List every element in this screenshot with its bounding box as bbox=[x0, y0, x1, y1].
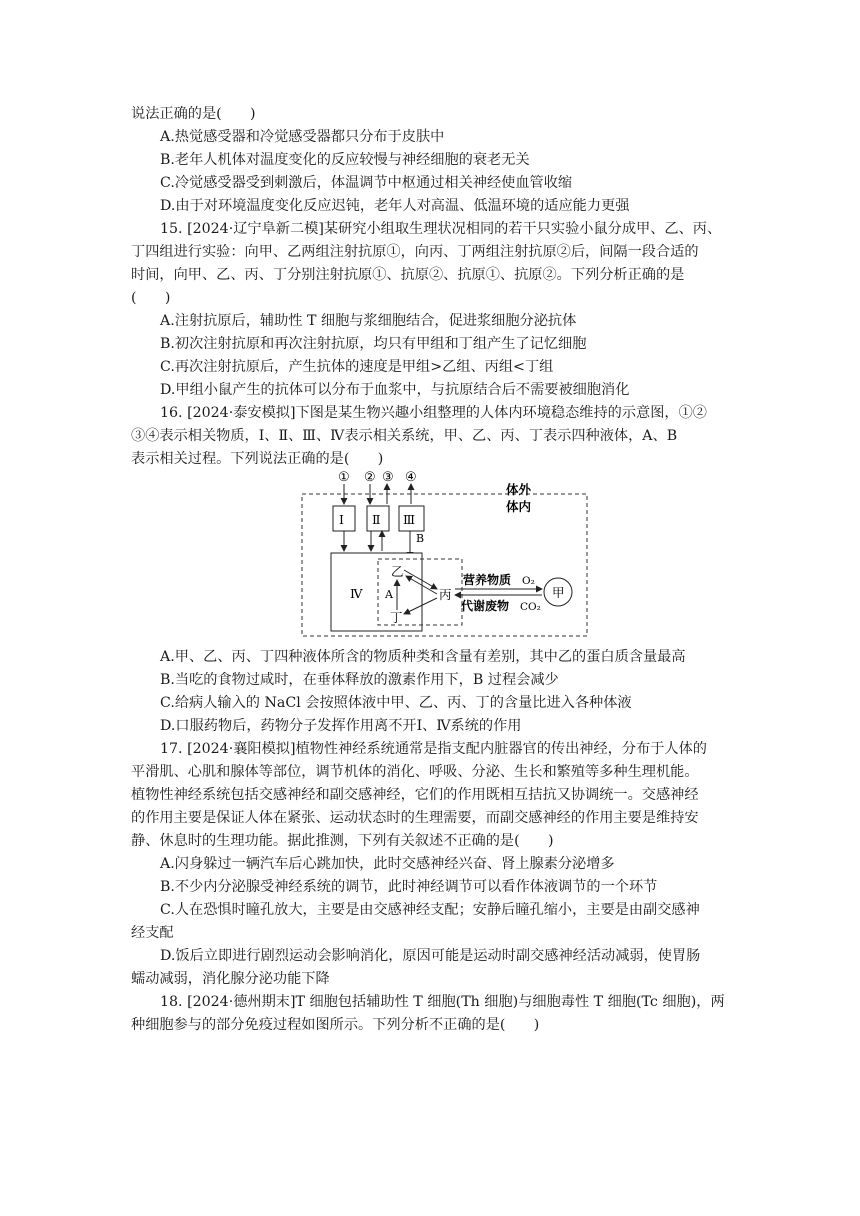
substance-1: ① bbox=[338, 470, 350, 485]
q16-stem-line1: 16. [2024·泰安模拟]下图是某生物兴趣小组整理的人体内环境稳态维持的示意图，①② bbox=[160, 405, 707, 421]
system-1-label: Ⅰ bbox=[339, 512, 344, 527]
q17-option-b: B.不少内分泌腺受神经系统的调节，此时神经调节可以看作体液调节的一个环节 bbox=[160, 879, 658, 895]
outside-label: 体外 bbox=[506, 482, 532, 497]
fluid-ding: 丁 bbox=[390, 610, 403, 625]
q16-stem-line2: ③④表示相关物质，Ⅰ、Ⅱ、Ⅲ、Ⅳ表示相关系统，甲、乙、丙、丁表示四种液体，A、B bbox=[131, 428, 678, 444]
q16-stem-line3: 表示相关过程。下列说法正确的是( ) bbox=[131, 451, 384, 467]
system-3-label: Ⅲ bbox=[403, 512, 416, 527]
q15-option-c: C.再次注射抗原后，产生抗体的速度是甲组>乙组、丙组<丁组 bbox=[160, 359, 554, 375]
q17-stem-line5: 静、休息时的生理功能。据此推测，下列有关叙述不正确的是( ) bbox=[131, 833, 554, 849]
system-2-label: Ⅱ bbox=[372, 512, 381, 527]
system-4-box bbox=[331, 553, 422, 631]
q14-option-c: C.冷觉感受器受到刺激后，体温调节中枢通过相关神经使血管收缩 bbox=[160, 175, 573, 191]
q17-option-d-line2: 蠕动减弱，消化腺分泌功能下降 bbox=[131, 971, 330, 987]
o2-label: O₂ bbox=[522, 575, 535, 587]
q15-stem-line1: 15. [2024·辽宁阜新二模]某研究小组取生理状况相同的若干只实验小鼠分成甲、乙、丙、 bbox=[160, 221, 722, 237]
q18-stem-line2: 种细胞参与的部分免疫过程如图所示。下列分析不正确的是( ) bbox=[131, 1017, 540, 1033]
q17-option-c-line1: C.人在恐惧时瞳孔放大，主要是由交感神经支配；安静后瞳孔缩小，主要是由副交感神 bbox=[160, 902, 700, 918]
q17-stem-line1: 17. [2024·襄阳模拟]植物性神经系统通常是指支配内脏器官的传出神经，分布于人体的 bbox=[160, 741, 707, 757]
inside-label: 体内 bbox=[506, 499, 532, 514]
system-1-box bbox=[333, 506, 355, 531]
process-b-label: B bbox=[416, 532, 425, 545]
q16-option-c: C.给病人输入的 NaCl 会按照体液中甲、乙、丙、丁的含量比进入各种体液 bbox=[160, 695, 632, 711]
q15-option-b: B.初次注射抗原和再次注射抗原，均只有甲组和丁组产生了记忆细胞 bbox=[160, 336, 587, 352]
q16-option-b: B.当吃的食物过咸时，在垂体释放的激素作用下，B 过程会减少 bbox=[160, 672, 559, 688]
q17-stem-line3: 植物性神经系统包括交感神经和副交感神经，它们的作用既相互拮抗又协调统一。交感神经 bbox=[131, 787, 699, 803]
q14-option-d: D.由于对环境温度变化反应迟钝，老年人对高温、低温环境的适应能力更强 bbox=[160, 198, 630, 214]
q15-stem-line2: 丁四组进行实验：向甲、乙两组注射抗原①，向丙、丁两组注射抗原②后，间隔一段合适的 bbox=[131, 244, 699, 260]
q17-option-a: A.闪身躲过一辆汽车后心跳加快，此时交感神经兴奋、肾上腺素分泌增多 bbox=[160, 856, 615, 872]
q16-option-a: A.甲、乙、丙、丁四种液体所含的物质种类和含量有差别，其中乙的蛋白质含量最高 bbox=[160, 649, 686, 665]
q17-stem-line4: 的作用主要是保证人体在紧张、运动状态时的生理需要，而副交感神经的作用主要是维持安 bbox=[131, 810, 699, 826]
q15-option-a: A.注射抗原后，辅助性 T 细胞与浆细胞结合，促进浆细胞分泌抗体 bbox=[160, 313, 577, 329]
q15-stem-line4: ( ) bbox=[131, 290, 171, 306]
waste-label: 代谢废物 bbox=[461, 599, 510, 613]
q14-option-b: B.老年人机体对温度变化的反应较慢与神经细胞的衰老无关 bbox=[160, 152, 530, 168]
co2-label: CO₂ bbox=[520, 601, 541, 613]
substance-4: ④ bbox=[405, 470, 417, 485]
fluid-yi: 乙 bbox=[391, 564, 404, 579]
q15-stem-line3: 时间，向甲、乙、丙、丁分别注射抗原①、抗原②、抗原①、抗原②。下列分析正确的是 bbox=[131, 267, 685, 283]
q18-stem-line1: 18. [2024·德州期末]T 细胞包括辅助性 T 细胞(Th 细胞)与细胞毒性 T 细胞(Tc 细胞)，两 bbox=[160, 994, 725, 1010]
q16-option-d: D.口服药物后，药物分子发挥作用离不开Ⅰ、Ⅳ系统的作用 bbox=[160, 718, 522, 734]
q15-option-d: D.甲组小鼠产生的抗体可以分布于血浆中，与抗原结合后不需要被细胞消化 bbox=[160, 382, 630, 398]
q14-option-a: A.热觉感受器和冷觉感受器都只分布于皮肤中 bbox=[160, 129, 445, 145]
nutrients-label: 营养物质 bbox=[463, 573, 512, 587]
process-a-label: A bbox=[385, 588, 393, 601]
system-4-label: Ⅳ bbox=[350, 586, 363, 601]
q17-option-c-line2: 经支配 bbox=[131, 925, 174, 941]
substance-2: ② bbox=[364, 470, 376, 485]
q17-stem-line2: 平滑肌、心肌和腺体等部位，调节机体的消化、呼吸、分泌、生长和繁殖等多种生理机能。 bbox=[131, 764, 699, 780]
substance-3: ③ bbox=[382, 470, 394, 485]
q17-option-d-line1: D.饭后立即进行剧烈运动会影响消化，原因可能是运动时副交感神经活动减弱，使胃肠 bbox=[160, 948, 701, 964]
homeostasis-diagram bbox=[298, 468, 590, 640]
fluid-jia: 甲 bbox=[552, 585, 565, 600]
q14-stem-tail: 说法正确的是( ) bbox=[131, 106, 256, 122]
fluid-bing: 丙 bbox=[439, 587, 452, 602]
